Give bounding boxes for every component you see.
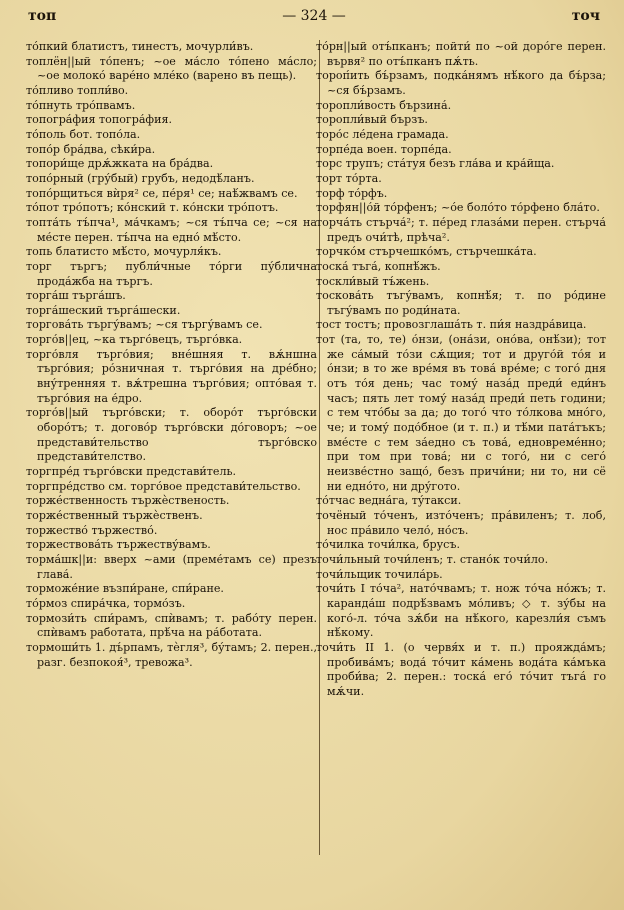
dictionary-entry: топогра́фия топогра́фия.	[26, 113, 173, 127]
dictionary-entry: топо́р бра́два, сѣки́ра.	[26, 142, 156, 156]
dictionary-entry: торт то́рта.	[316, 171, 382, 185]
dictionary-entry: торо́с ле́дена грамада.	[316, 127, 449, 141]
dictionary-entry: точи́льщик точила́рь.	[316, 567, 443, 581]
dictionary-entry: торча́ть стърча́²; т. пе́ред глаза́ми перен. стърча́ предъ очи́тѣ, прѣча².	[316, 215, 606, 244]
dictionary-entry: торгпре́дство см. торго́вое представи́тельство.	[26, 479, 301, 493]
dictionary-entry: топо́рщиться вѝря² се, пе́ря¹ се; наѣ́жвамъ се.	[26, 186, 298, 200]
dictionary-entry: тормоши́ть 1. дъ́рпамъ, тѐгля³, бу́тамъ; 2. перен., разг. безпокоя́³, тревожа³.	[26, 640, 317, 669]
dictionary-entry: то́пливо топли́во.	[26, 83, 129, 97]
dictionary-entry: торчко́м стърчешко́мъ, стърчешка́та.	[316, 245, 537, 259]
header-right-guide-word: точ	[571, 8, 600, 24]
dictionary-entry: то́тчас ведна́га, ту́такси.	[316, 494, 462, 508]
dictionary-entry: тороп́ить бъ́рзамъ, подка́нямъ нѣ́кого да бъ́рза; ~ся бъ́рзамъ.	[316, 69, 606, 97]
dictionary-entry: то́пнуть тро́пвамъ.	[26, 98, 136, 112]
dictionary-entry: тост тостъ; провозглаша́ть т. пи́я наздра́вица.	[316, 318, 587, 332]
dictionary-entry: то́пот тро́потъ; ко́нский т. ко́нски тро́потъ.	[26, 201, 279, 215]
dictionary-entry: тот (та, то, те) о́нзи, (она́зи, оно́ва, онѣ́зи); тот же са́мый то́зи сѫ́щия; тот и друго́й то́я и о́нзи; в то же вре́мя въ това́ вре́ме; с того́ дня отъ то́я день; час тому́ наза́д преди́ еди́нъ часъ; пять лет тому́ наза́д преди́ петь години; с тем что́бы за да; до того́ что то́лкова мно́го, че; и тому́ подо́бное (и т. п.) и тѣ́ми пата́тъкъ; вме́сте с тем за́едно съ това́, едновреме́нно; при том при това́; ни с того́, ни с сего́ неизве́стно защо́, безъ причи́ни; ни то, ни сё ни едно́то, ни дру́гото.	[316, 333, 606, 493]
dictionary-entry: торможе́ние възпи́ране, спи́ране.	[26, 582, 224, 596]
dictionary-entry: то́поль бот. топо́ла.	[26, 127, 141, 141]
dictionary-entry: торжествова́ть тържеству́вамъ.	[26, 538, 211, 552]
dictionary-entry: торго́в||ый търго́вски; т. оборо́т търго́вски оборо́тъ; т. догово́р търго́вски до́говоръ; ~ое представи́тельство търго́вско представи́телство.	[26, 406, 317, 464]
dictionary-entry: торг търгъ; публи́чные то́рги пу́блична прода́жба на търгъ.	[26, 259, 317, 288]
left-column	[26, 40, 317, 670]
dictionary-entry: торго́в||ец, ~ка търго́вецъ, търго́вка.	[26, 333, 243, 347]
dictionary-entry: тормози́ть спи́рамъ, спѝвамъ; т. рабо́ту перен. спѝвамъ работата, прѣ́ча на ра́ботата.	[26, 611, 317, 640]
dictionary-entry: топори́ще дрѫ́жката на бра́два.	[26, 157, 214, 171]
dictionary-entry: торже́ственный тържѐственъ.	[26, 509, 203, 522]
dictionary-entry: торга́ш търга́шъ.	[26, 289, 126, 303]
dictionary-entry: точи́ть I то́ча², нато́чвамъ; т. нож то́ча но́жъ; т. каранда́ш подрѣ́звамъ мо́ливъ; ◇ т. зу́бы на кого́-л. то́ча зѫ́би на нѣ́кого, карезли́я съмъ нѣ́кому.	[316, 582, 606, 640]
dictionary-entry: торопли́вый бързъ.	[316, 113, 428, 127]
dictionary-entry: то́пкий блатистъ, тинестъ, мочурли́въ.	[26, 40, 254, 53]
dictionary-entry: торфян||о́й то́рфенъ; ~о́е боло́то то́рфено бла́то.	[316, 201, 600, 215]
page-header	[28, 8, 600, 30]
dictionary-entry: торгова́ть търгу́вамъ; ~ся търгу́вамъ се.	[26, 318, 263, 332]
dictionary-entry: топлён||ый то́пенъ; ~ое ма́сло то́пено ма́сло; ~ое молоко́ варе́но мле́ко (варено въ пещь).	[26, 54, 317, 83]
dictionary-entry: точи́льный точи́ленъ; т. стано́к точи́ло.	[316, 552, 549, 566]
page-number: — 324 —	[282, 8, 346, 24]
dictionary-entry: торгпре́д търго́вски представи́тель.	[26, 465, 237, 479]
dictionary-entry: точи́ть II 1. (о червя́х и т. п.) прояжда́мъ; пробива́мъ; вода́ то́чит ка́мень вода́та ка́мъка проби́ва; 2. перен.: тоска́ его́ то́чит тъга́ го мѫ́чи.	[316, 640, 606, 698]
header-left-guide-word: топ	[28, 8, 57, 24]
dictionary-entry: топо́рный (гру́бый) грубъ, недодѣ́ланъ.	[26, 171, 255, 185]
dictionary-entry: торже́ственность тържѐственость.	[26, 494, 230, 508]
dictionary-entry: торго́вля търго́вия; вне́шняя т. вѫ́ншна търго́вия; ро́зничная т. търго́вия на дре́бно; вну́тренняя т. вѫ́трешна търго́вия; опто́вая т. търго́вия на е́дро.	[26, 347, 317, 405]
dictionary-entry: то́чилка точи́лка, брусъ.	[316, 538, 460, 552]
dictionary-entry: то́рн||ый отъ́пканъ; пойти́ по ~ой доро́ге перен. вървя² по отъ́пканъ пѫ́ть.	[316, 40, 606, 68]
dictionary-entry: тоскли́вый тъ́жень.	[316, 274, 430, 288]
dictionary-entry: торс трупъ; ста́туя безъ гла́ва и кра́йща.	[316, 157, 555, 171]
right-column	[316, 40, 606, 700]
dictionary-entry: топта́ть тъ́пча¹, ма́чкамъ; ~ся тъ́пча се; ~ся на ме́сте перен. тъ́пча на едно́ мѣ́сто.	[26, 215, 317, 244]
dictionary-entry: торма́шк||и: вверх ~ами (преме́тамъ се) презъ глава́.	[26, 552, 317, 581]
dictionary-entry: торф то́рфъ.	[316, 186, 388, 200]
dictionary-entry: торжество́ тържество́.	[26, 523, 158, 537]
dictionary-entry: торга́шеский търга́шески.	[26, 303, 181, 317]
dictionary-entry: тоска́ тъга́, копнѣ́жъ.	[316, 259, 441, 273]
dictionary-entry: то́рмоз спира́чка, тормо́зъ.	[26, 596, 186, 610]
dictionary-entry: топь блатисто мѣ́сто, мочурля́къ.	[26, 245, 222, 259]
dictionary-entry: торопли́вость бързина́.	[316, 98, 452, 112]
dictionary-entry: точёный то́ченъ, изто́ченъ; пра́виленъ; т. лоб, нос пра́вило чело́, но́съ.	[316, 509, 606, 537]
dictionary-entry: тоскова́ть тъгу́вамъ, копнѣ́я; т. по ро́дине тъгу́вамъ по роди́ната.	[316, 289, 606, 317]
dictionary-entry: торпе́да воен. торпе́да.	[316, 142, 452, 156]
